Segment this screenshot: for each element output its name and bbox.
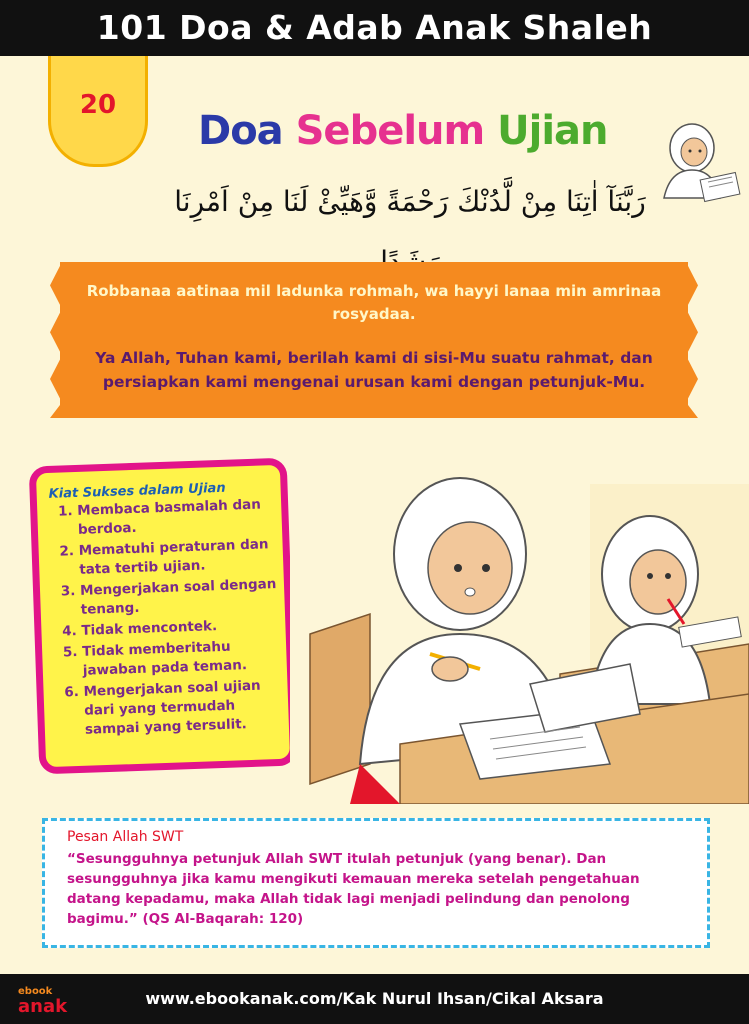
tip-item: 4. Tidak mencontek.: [81, 615, 292, 641]
tips-box: [29, 458, 298, 775]
book-title: 101 Doa & Adab Anak Shaleh: [96, 8, 653, 47]
logo-top-text: ebook: [18, 986, 53, 997]
message-box: [42, 818, 710, 948]
message-body: “Sesungguhnya petunjuk Allah SWT itulah petunjuk (yang benar). Dan sesungguhnya jika kamu mengikuti kemauan mereka setelah pengetahuan datang kepadamu, maka Allah tidak lagi menjadi pelindung dan penolong bagimu.” (QS Al-Baqarah: 120): [67, 851, 640, 927]
arabic-prayer: رَبَّنَآ اٰتِنَا مِنْ لَّدُنْكَ رَحْمَةً وَّهَيِّئْ لَنَا مِنْ اَمْرِنَا: [174, 185, 646, 218]
tip-item: 3. Mengerjakan soal dengan tenang.: [80, 575, 291, 620]
tips-list: [47, 495, 295, 743]
footer-url: www.ebookanak.com/Kak Nurul Ihsan/Cikal Aksara: [145, 989, 604, 1008]
message-title: Pesan Allah SWT: [67, 829, 184, 845]
logo-bottom-text: anak: [18, 996, 68, 1016]
tip-item: 6. Mengerjakan soal ujian dari yang termudah sampai yang tersulit.: [83, 675, 295, 739]
tip-item: 5. Tidak memberitahu jawaban pada teman.: [82, 636, 293, 681]
prayer-box: [60, 262, 688, 418]
title-sebelum: Sebelum: [295, 108, 485, 154]
title-doa: Doa: [198, 108, 283, 154]
page-header: [0, 0, 749, 56]
title-ujian: Ujian: [497, 108, 608, 154]
tip-item: 1. Membaca basmalah dan berdoa.: [77, 495, 288, 540]
page-number: 20: [79, 90, 117, 120]
tip-item: 2. Mematuhi peraturan dan tata tertib ujian.: [78, 535, 289, 580]
page-footer: [0, 974, 749, 1024]
prayer-latin: Robbanaa aatinaa mil ladunka rohmah, wa hayyi lanaa min amrinaa rosyadaa.: [86, 282, 662, 323]
page-title: [198, 108, 608, 168]
page-number-tab: [48, 56, 148, 167]
tips-title: Kiat Sukses dalam Ujian: [48, 480, 226, 502]
prayer-meaning: Ya Allah, Tuhan kami, berilah kami di sisi-Mu suatu rahmat, dan persiapkan kami mengenai urusan kami dengan petunjuk-Mu.: [95, 349, 653, 391]
exam-illustration: [290, 464, 749, 804]
